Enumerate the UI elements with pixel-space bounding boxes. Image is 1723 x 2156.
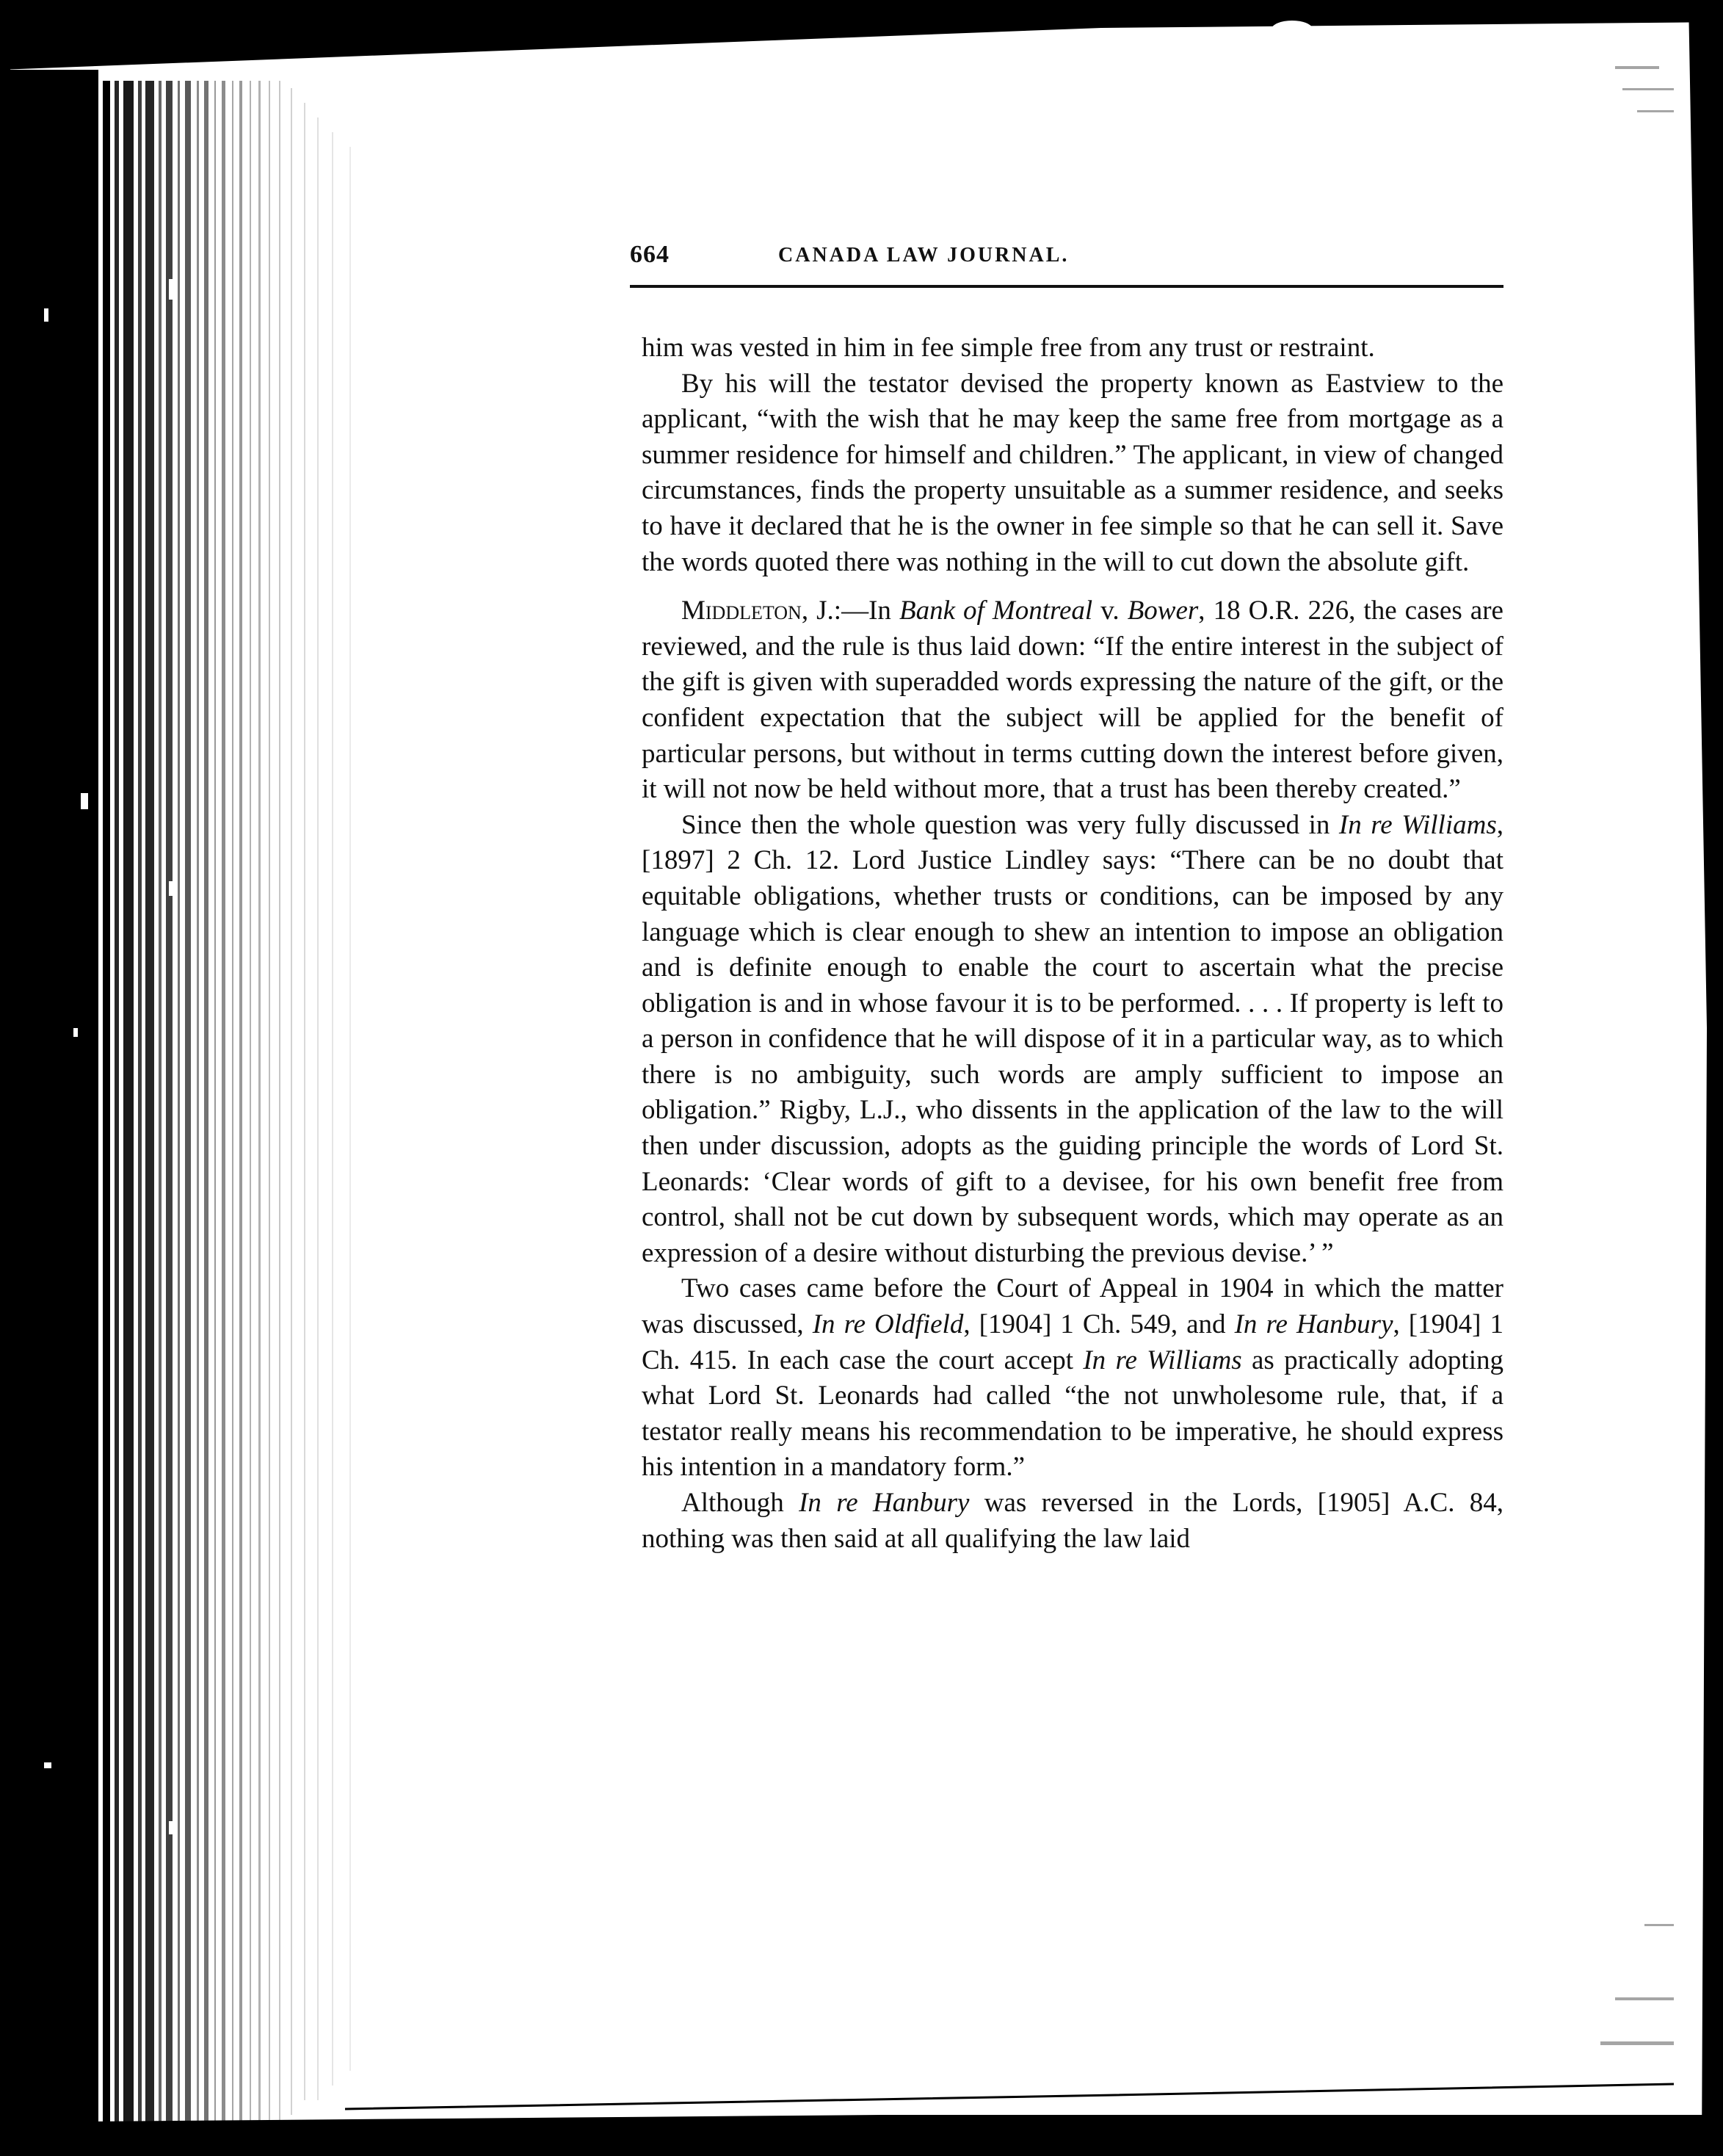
paragraph-4 <box>642 808 1503 1272</box>
paragraph-5-rest: as practically adopting what Lord St. Leonards had called “the not unwholesome rule, that, if a testator really means his recommendation to be imperative, he should express his intention in a mandatory form.” <box>642 1345 1503 1483</box>
left-scan-border <box>0 0 10 2156</box>
paragraph-5-mid1: , [1904] 1 Ch. 549, and <box>963 1309 1235 1340</box>
paragraph-3-mid: v. <box>1092 596 1128 626</box>
right-scan-border <box>1688 0 1723 2156</box>
case-citation: In re Williams <box>1083 1345 1242 1375</box>
case-citation: In re Williams <box>1338 809 1497 840</box>
paragraph-4-pre: Since then the whole question was very fully discussed in <box>681 809 1339 840</box>
paragraph-5-pre: Two cases came before the Court of Appeal in 1904 in which the matter was discussed, <box>642 1273 1503 1340</box>
running-title: CANADA LAW JOURNAL. <box>778 244 1070 267</box>
paragraph-5 <box>642 1271 1503 1486</box>
judge-name: Middleton, J. <box>681 596 834 626</box>
right-edge-speckle <box>1600 66 1674 2045</box>
top-notch <box>1272 21 1313 38</box>
page-header <box>617 235 1520 286</box>
case-citation: In re Oldfield <box>812 1309 964 1340</box>
page-body <box>642 330 1503 1557</box>
case-citation: Bower <box>1127 596 1199 626</box>
paragraph-3-rest: , 18 O.R. 226, the cases are reviewed, and the rule is thus laid down: “If the entire interest in the subject of the gift is given with superadded words expressing the nature of the gift, or the confident expectation that the subject will be applied for the benefit of particular persons, but without in terms cutting down the interest before given, it will not now be held without more, that a trust has been thereby created.” <box>642 596 1503 805</box>
paragraph-5-mid2: , [1904] 1 Ch. 415. In each case the court accept <box>642 1309 1503 1375</box>
paragraph-3-pre: :—In <box>833 596 899 626</box>
paragraph-2: By his will the testator devised the property known as Eastview to the applicant, “with the wish that he may keep the same free from mortgage as a summer residence for himself and children.” The applicant, in view of changed circumstances, finds the property unsuitable as a summer residence, and seeks to have it declared that he is the owner in fee simple so that he can sell it. Save the words quoted there was nothing in the will to cut down the absolute gift. <box>642 368 1503 577</box>
top-scan-border <box>0 0 1723 70</box>
header-rule <box>630 285 1503 288</box>
case-citation: In re Hanbury <box>1234 1309 1393 1340</box>
paragraph-6 <box>642 1486 1503 1557</box>
paragraph-6-rest: was reversed in the Lords, [1905] A.C. 84, nothing was then said at all qualifying the law laid <box>642 1488 1504 1554</box>
paragraph-4-rest: , [1897] 2 Ch. 12. Lord Justice Lindley says: “There can be no doubt that equitable obligations, whether trusts or conditions, can be imposed by any language which is clear enough to shew an intention to impose an obligation and is definite enough to enable the court to ascertain what the precise obligation is and in whose favour it is to be performed. . . . If property is left to a person in confidence that he will dispose of it in a particular way, as to which there is no ambiguity, such words are amply sufficient to impose an obligation.” Rigby, L.J., who dissents in the application of the law to the will then under discussion, adopts as the guiding principle the words of Lord St. Leonards: ‘Clear words of gift to a devisee, for his own benefit free from control, shall not be cut down by subsequent words, which may operate as an expression of a desire without disturbing the previous devise.’ ” <box>642 809 1503 1268</box>
book-page <box>617 235 1520 1554</box>
paragraph-1: him was vested in him in fee simple free from any trust or restraint. <box>642 333 1375 363</box>
bottom-scan-border <box>0 2115 1723 2156</box>
case-citation: Bank of Montreal <box>899 596 1093 626</box>
book-gutter <box>10 70 351 2122</box>
paragraph-3 <box>642 593 1503 808</box>
case-citation: In re Hanbury <box>799 1488 970 1518</box>
bottom-page-curl <box>345 2084 1674 2109</box>
page-number: 664 <box>630 241 670 268</box>
paragraph-6-pre: Although <box>681 1488 799 1518</box>
gutter-specks <box>44 279 175 1834</box>
